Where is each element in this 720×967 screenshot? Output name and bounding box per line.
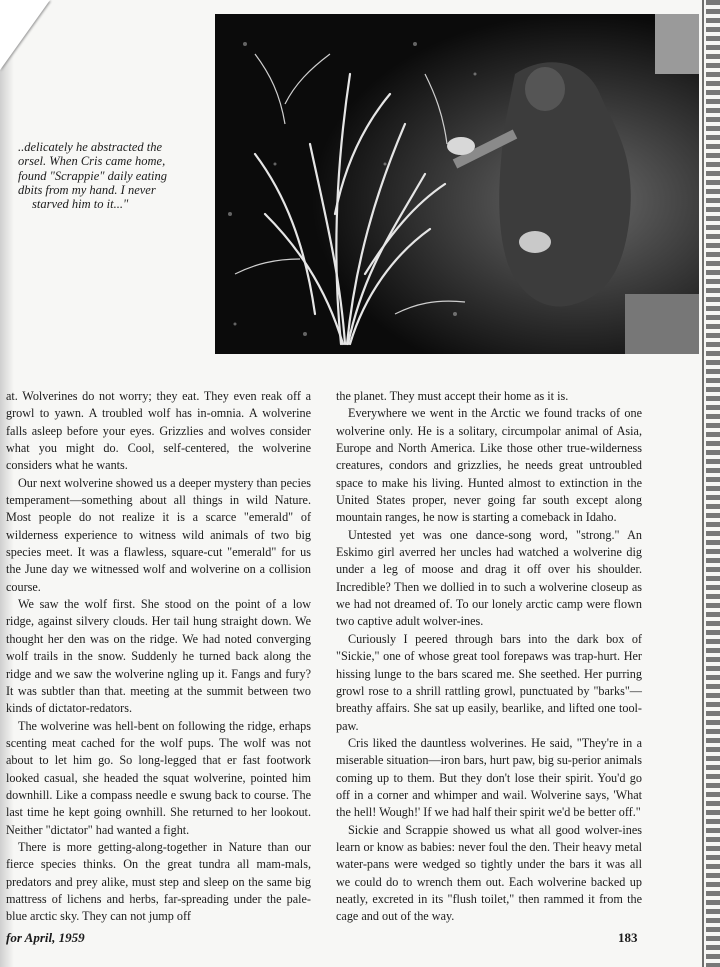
issue-date: for April, 1959	[6, 930, 85, 945]
paragraph: at. Wolverines do not worry; they eat. They even reak off a growl to yawn. A troubled wolf has in-omnia. A wolverine falls asleep before your eyes. Grizzlies and wolves consider what you might do. Cool, self-centered, the wolverine considers what he wants.	[6, 389, 311, 473]
wolverine-photo	[215, 14, 699, 354]
photo-caption	[18, 140, 190, 211]
paragraph: Untested yet was one dance-song word, "strong." An Eskimo girl averred her uncles had watched a wolverine dig under a leg of moose and drag it off over his shoulder. Incredible? Then we dollied in to such a wolverine closeup as we had not dreamed of. To our lonely arctic camp were flown two captive adult wolver-ines.	[336, 527, 642, 629]
caption-line: dbits from my hand. I never	[18, 182, 156, 197]
paragraph: Curiously I peered through bars into the dark box of "Sickie," one of whose great tool forepaws was trap-hurt. Her hissing lunge to the bars scared me. She seethed. Her purring growl rose to a shrill rattling growl, punctuated by "barks"—breathy affairs. She sat up easily, bearlike, and lifted one tool-paw.	[336, 631, 642, 733]
caption-line: orsel. When Cris came home,	[18, 154, 166, 169]
paragraph: There is more getting-along-together in Nature than our fierce species thinks. On the great tundra all mam-mals, predators and prey alike, must step and sleep on the same big mattress of lichens and herbs, far-spreading under the pale-blue arctic sky. They can not jump off	[6, 839, 311, 924]
paragraph: the planet. They must accept their home as it is.	[336, 389, 569, 403]
page-edge-line	[702, 0, 704, 967]
paragraph: Sickie and Scrappie showed us what all good wolver-ines learn or know as babies: never foul the den. Their heavy metal water-pans were wedged so tightly under the bars it was all we could do to wrench them out. Each wolverine backed up neatly, excreted in its "flush toilet," then rammed it from the cage and out of the way.	[336, 822, 642, 924]
right-column	[336, 388, 642, 926]
paragraph: Our next wolverine showed us a deeper mystery than pecies temperament—something about all things in wild Nature. Most people do not realize it is a scarce "emerald" of wilderness experience to witness wild animals of two big species meet. It was a flawless, square-cut "emerald" for us the June day we witnessed wolf and wolverine on a collision course.	[6, 475, 311, 594]
paragraph: The wolverine was hell-bent on following the ridge, erhaps scenting meat cached for the wolf pups. The wolf was not about to let him go. So long-legged that er fast footwork looked casual, she headed the squat wolverine, pointed him downhill. Like a compass needle e swung back to course. The last time he kept going ownhill. She returned to her lookout. Neither "dictator" had wanted a fight.	[6, 718, 311, 837]
caption-line: ..delicately he abstracted the	[18, 140, 163, 154]
left-column	[6, 388, 311, 926]
folded-corner	[0, 0, 50, 70]
photo-illustration	[215, 14, 699, 354]
page-number: 183	[618, 930, 638, 945]
caption-line: starved him to it..."	[32, 197, 129, 212]
page-edge-strip	[706, 0, 720, 967]
paragraph: We saw the wolf first. She stood on the point of a low ridge, against silvery clouds. Her tail hung straight down. We thought her den was on the ridge. We had noted converging wolf trails in the snow. Suddenly he turned back along the ridge and we saw the wolverine ngling up it. Fangs and fury? It was subtler than that. meeting at the summit between two kinds of dictator-redators.	[6, 597, 311, 716]
paragraph: Cris liked the dauntless wolverines. He said, "They're in a miserable situation—iron bars, hurt paw, big su-perior animals coming up to them. But they don't lose their spirit. You'd go off in a corner and whimper and wail. Wolverine says, 'What the hell! Wough!' If we had half their spirit we'd be better off."	[336, 735, 642, 820]
caption-line: found "Scrappie" daily eating	[18, 168, 168, 183]
paragraph: Everywhere we went in the Arctic we found tracks of one wolverine only. He is a solitary, circumpolar animal of Asia, Europe and North America. Like those other true-wilderness creatures, condors and grizzlies, he needs great untroubled space to make his living. Hunted almost to extinction in the United States proper, never going far south except along mountain ranges, he now is starting a comeback in Idaho.	[336, 406, 642, 525]
